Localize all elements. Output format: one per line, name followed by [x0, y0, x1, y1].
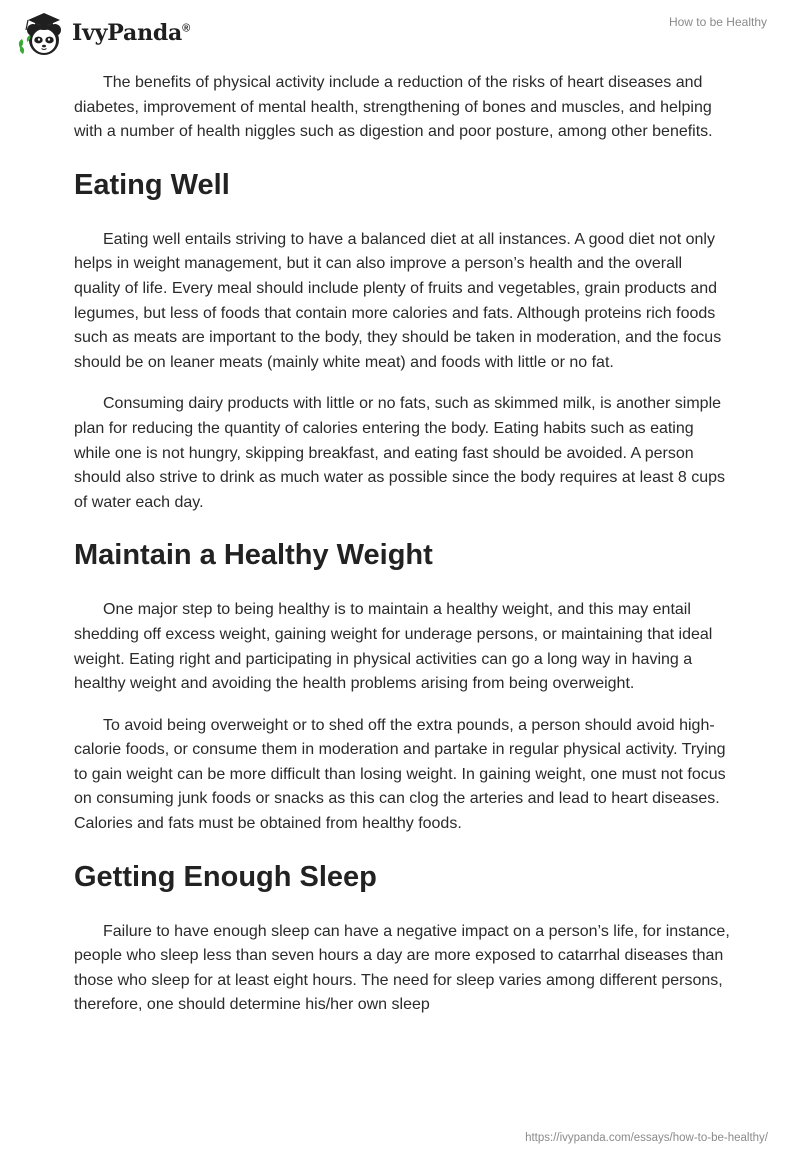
essay-content: [74, 71, 730, 1035]
paragraph: One major step to being healthy is to maintain a healthy weight, and this may entail shedding off excess weight, gaining weight for underage persons, or maintaining that ideal weight. Eating right and participating in physical activities can go a long way in having a healthy weight and avoiding the health problems arising from being overweight.: [74, 601, 713, 693]
paragraph: To avoid being overweight or to shed off the extra pounds, a person should avoid high-calorie foods, or consume them in moderation and partake in regular physical activity. Trying to gain weight can be more difficult than losing weight. In gaining weight, one must not focus on consuming junk foods or snacks as this can clog the arteries and lead to heart diseases. Calories and fats must be obtained from healthy foods.: [74, 716, 726, 833]
paragraph: Consuming dairy products with little or no fats, such as skimmed milk, is another simple plan for reducing the quantity of calories entering the body. Eating habits such as eating while one is not hungry, skipping breakfast, and eating fast should be avoided. A person should also strive to drink as much water as possible since the body requires at least 8 cups of water each day.: [74, 395, 725, 511]
heading-getting-enough-sleep: Getting Enough Sleep: [74, 860, 377, 893]
source-url[interactable]: https://ivypanda.com/essays/how-to-be-healthy/: [525, 1132, 768, 1144]
ivypanda-logo[interactable]: [14, 8, 190, 58]
paragraph: Eating well entails striving to have a balanced diet at all instances. A good diet not only helps in weight management, but it can also improve a person’s health and the overall quality of life. Every meal should include plenty of fruits and vegetables, grain products and legumes, but less of foods that contain more calories and fats. Although proteins rich foods such as meats are important to the body, they should be taken in moderation, and the focus should be on leaner meats (mainly white meat) and foods with little or no fat.: [74, 230, 722, 371]
panda-graduate-icon: [14, 8, 70, 58]
paragraph: Failure to have enough sleep can have a negative impact on a person’s life, for instance, people who sleep less than seven hours a day are more exposed to catarrhal diseases than those who sleep for at least eight hours. The need for sleep varies among different persons, therefore, one should determine his/her own sleep: [74, 922, 730, 1014]
logo-text: IvyPanda®: [72, 20, 191, 46]
heading-maintain-healthy-weight: Maintain a Healthy Weight: [74, 539, 433, 572]
intro-paragraph: The benefits of physical activity include a reduction of the risks of heart diseases and diabetes, improvement of mental health, strengthening of bones and muscles, and helping with a number of health niggles such as digestion and poor posture, among other benefits.: [74, 74, 713, 141]
page-header: [0, 0, 800, 60]
registered-mark: ®: [182, 22, 191, 35]
heading-eating-well: Eating Well: [74, 168, 230, 201]
document-title: How to be Healthy: [668, 15, 767, 29]
